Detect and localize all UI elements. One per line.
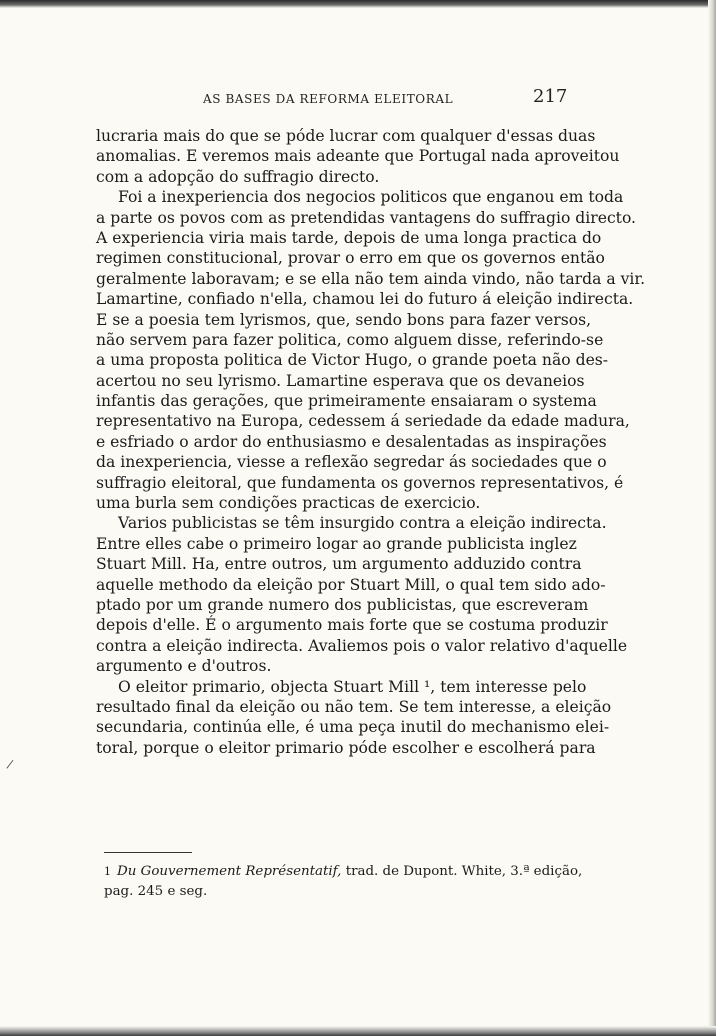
text-line: acertou no seu lyrismo. Lamartine esperava que os devaneios xyxy=(96,371,585,390)
text-line: O eleitor primario, objecta Stuart Mill ¹, tem interesse pelo xyxy=(118,677,587,696)
page-right-edge xyxy=(708,0,716,1036)
text-line: Foi a inexperiencia dos negocios politicos que enganou em toda xyxy=(118,188,624,207)
footnote-rest: trad. de Dupont. White, 3.ª edição, xyxy=(345,864,583,879)
text-line: uma burla sem condições practicas de exercicio. xyxy=(96,494,481,513)
text-line: suffragio eleitoral, que fundamenta os governos representativos, é xyxy=(96,473,624,492)
text-line: com a adopção do suffragio directo. xyxy=(96,167,380,186)
text-line: resultado final da eleição ou não tem. Se tem interesse, a eleição xyxy=(96,697,612,716)
footnote xyxy=(104,862,583,902)
text-line: toral, porque o eleitor primario póde escolher e escolherá para xyxy=(96,738,596,757)
text-line: infantis das gerações, que primeiramente ensaiaram o systema xyxy=(96,392,597,411)
text-line: geralmente laboravam; e se ella não tem ainda vindo, não tarda a vir. xyxy=(96,269,646,288)
text-line: a uma proposta politica de Victor Hugo, o grande poeta não des- xyxy=(96,351,609,370)
margin-mark: / xyxy=(5,756,15,772)
text-line: Entre elles cabe o primeiro logar ao grande publicista inglez xyxy=(96,534,577,553)
text-line: e esfriado o ardor do enthusiasmo e desalentadas as inspirações xyxy=(96,432,607,451)
text-line: secundaria, continúa elle, é uma peça inutil do mechanismo elei- xyxy=(96,718,610,737)
text-line: anomalias. E veremos mais adeante que Portugal nada aproveitou xyxy=(96,147,620,166)
text-line: ptado por um grande numero dos publicistas, que escreveram xyxy=(96,595,589,614)
page-bottom-edge xyxy=(0,1026,716,1036)
page-number: 217 xyxy=(533,86,568,107)
text-line: contra a eleição indirecta. Avaliemos pois o valor relativo d'aquelle xyxy=(96,636,628,655)
running-head: AS BASES DA REFORMA ELEITORAL xyxy=(203,92,454,106)
footnote-line: pag. 245 e seg. xyxy=(104,884,208,899)
page-top-edge xyxy=(0,0,716,8)
text-line: da inexperiencia, viesse a reflexão segredar ás sociedades que o xyxy=(96,453,607,472)
text-line: argumento e d'outros. xyxy=(96,657,272,676)
text-line: aquelle methodo da eleição por Stuart Mill, o qual tem sido ado- xyxy=(96,575,606,594)
text-line: Varios publicistas se têm insurgido contra a eleição indirecta. xyxy=(118,514,607,533)
text-line: lucraria mais do que se póde lucrar com qualquer d'essas duas xyxy=(96,127,596,145)
text-line: regimen constitucional, provar o erro em que os governos então xyxy=(96,249,605,268)
text-line: não servem para fazer politica, como alguem disse, referindo-se xyxy=(96,330,604,349)
footnote-rule xyxy=(104,852,192,853)
footnote-title: Du Gouvernement Représentatif, xyxy=(117,864,342,879)
footnote-line xyxy=(104,862,583,882)
text-line: a parte os povos com as pretendidas vantagens do suffragio directo. xyxy=(96,208,637,227)
footnote-number: 1 xyxy=(104,865,111,878)
text-line: Lamartine, confiado n'ella, chamou lei do futuro á eleição indirecta. xyxy=(96,290,634,309)
text-line: E se a poesia tem lyrismos, que, sendo bons para fazer versos, xyxy=(96,310,592,329)
text-line: representativo na Europa, cedessem á seriedade da edade madura, xyxy=(96,412,630,431)
text-line: depois d'elle. É o argumento mais forte que se costuma produzir xyxy=(96,616,608,635)
body-text xyxy=(96,126,646,758)
text-line: Stuart Mill. Ha, entre outros, um argumento adduzido contra xyxy=(96,555,582,574)
text-line: A experiencia viria mais tarde, depois de uma longa practica do xyxy=(96,228,602,247)
